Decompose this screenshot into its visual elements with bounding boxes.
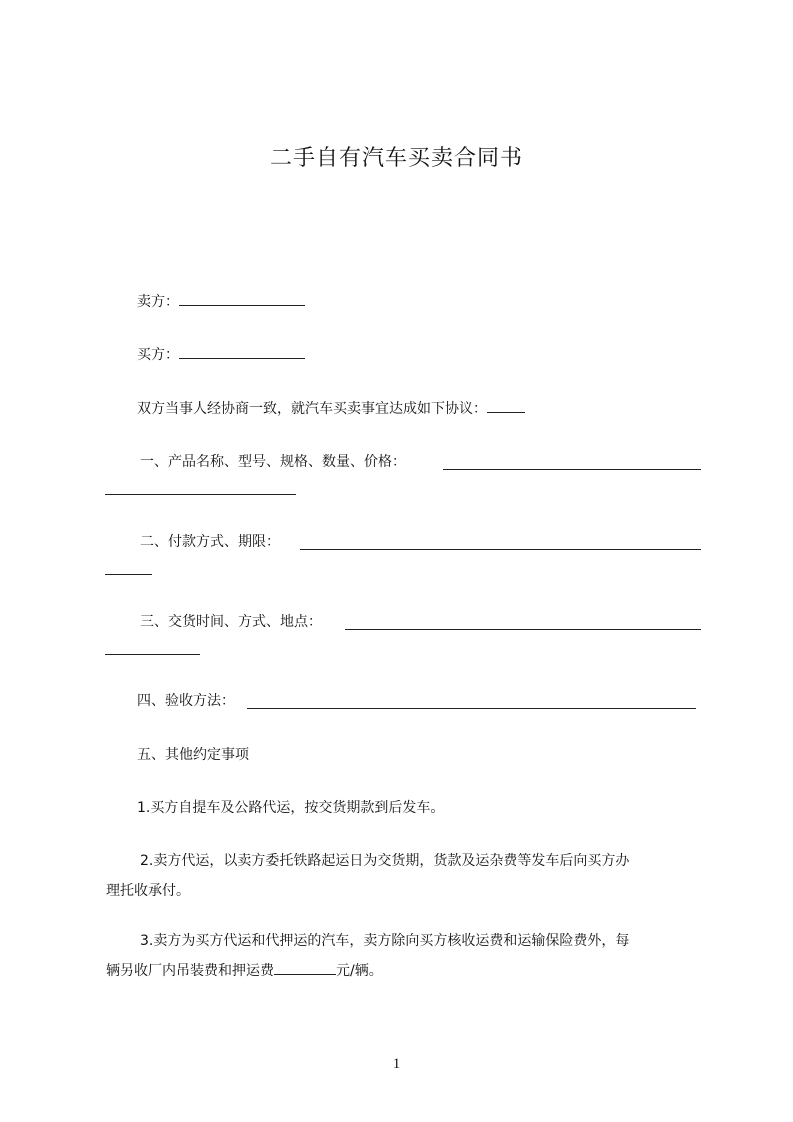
- item1-line: [137, 798, 444, 818]
- agreement-intro: 双方当事人经协商一致，就汽车买卖事宜达成如下协议：: [137, 401, 487, 417]
- section2-blank-2: [105, 560, 152, 575]
- seller-line: [137, 291, 305, 312]
- section5-label: 五、其他约定事项: [137, 747, 249, 763]
- seller-label: 卖方：: [137, 294, 179, 310]
- section1-blank-2: [105, 480, 296, 495]
- item3-paragraph: [106, 926, 701, 986]
- section3-blank-1: [345, 615, 701, 630]
- item3-fee-blank: [274, 960, 336, 975]
- section1-label: 一、产品名称、型号、规格、数量、价格：: [140, 454, 406, 470]
- section4-label: 四、验收方法：: [137, 693, 235, 709]
- item3-line1: 3.卖方为买方代运和代押运的汽车，卖方除向买方核收运费和运输保险费外，每: [140, 933, 630, 949]
- item2-line2: 理托收承付。: [106, 883, 190, 899]
- agreement-intro-line: [137, 398, 525, 419]
- section2-line: [140, 532, 280, 552]
- section3-blank-2: [105, 640, 200, 655]
- section1-blank-1: [443, 455, 701, 470]
- section3-line: [140, 612, 322, 632]
- item2-line1: 2.卖方代运，以卖方委托铁路起运日为交货期，货款及运杂费等发车后向买方办: [140, 853, 630, 869]
- seller-blank: [179, 291, 305, 306]
- section2-label: 二、付款方式、期限：: [140, 534, 280, 550]
- section4-blank: [247, 694, 696, 709]
- agreement-blank: [487, 398, 525, 413]
- document-title: 二手自有汽车买卖合同书: [269, 146, 523, 171]
- item3-line2-prefix: 辆另收厂内吊装费和押运费: [106, 963, 274, 979]
- section3-label: 三、交货时间、方式、地点：: [140, 614, 322, 630]
- item3-line2: [106, 956, 701, 986]
- item2-paragraph: [106, 846, 701, 906]
- buyer-line: [137, 344, 305, 365]
- section2-blank-1: [300, 535, 701, 550]
- section4-line: [137, 691, 235, 711]
- item3-line2-suffix: 元/辆。: [336, 963, 383, 979]
- section1-line: [140, 452, 406, 472]
- section5-line: [137, 745, 249, 765]
- page-number: 1: [392, 1056, 401, 1072]
- item1-text: 1.买方自提车及公路代运，按交货期款到后发车。: [137, 800, 445, 816]
- buyer-label: 买方：: [137, 347, 179, 363]
- buyer-blank: [179, 344, 305, 359]
